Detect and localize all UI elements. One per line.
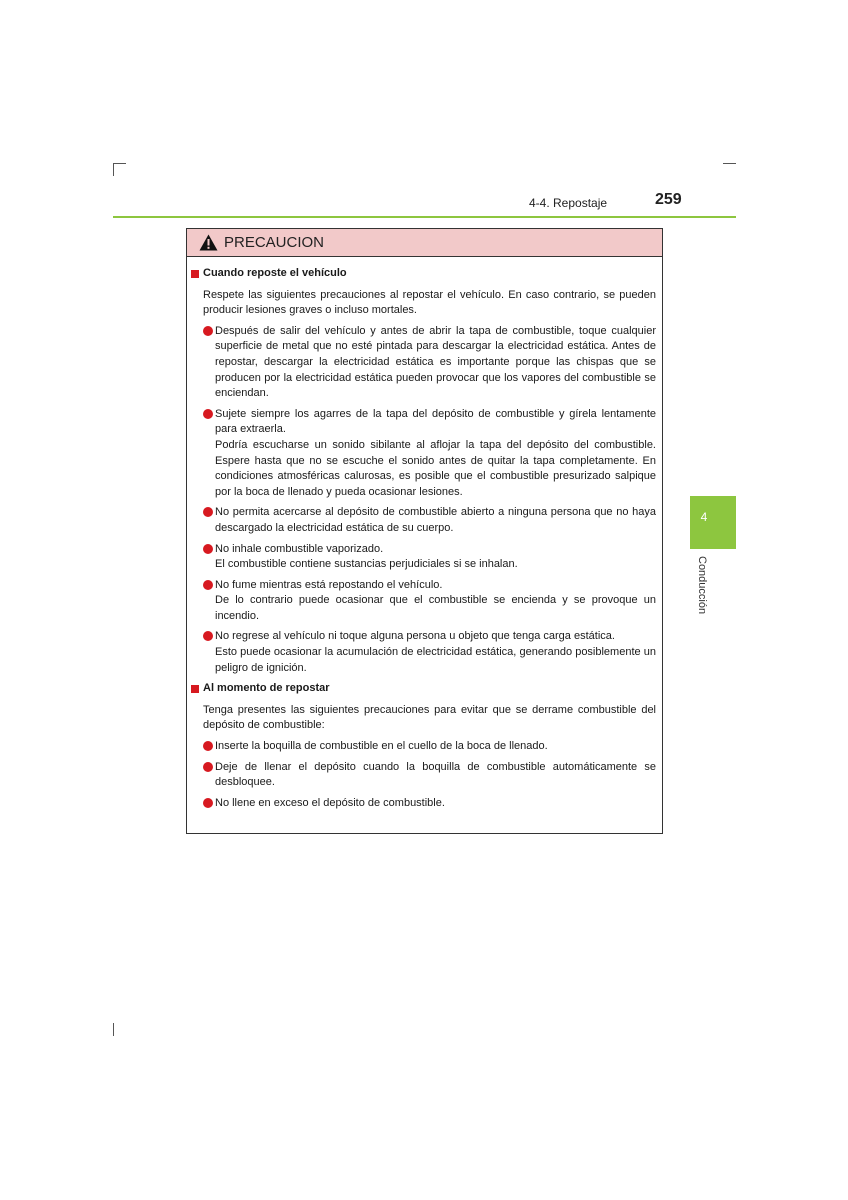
circle-bullet-icon: [203, 409, 213, 419]
crop-mark-bottom-left-v: [113, 1023, 114, 1036]
list-item-note: Esto puede ocasionar la acumulación de electricidad estática, generando posiblemente un peligro de ignición.: [215, 646, 656, 674]
caution-title: PRECAUCION: [224, 234, 325, 251]
list-item: [203, 739, 656, 755]
list-item-body: [215, 796, 656, 812]
list-item: [203, 505, 656, 536]
chapter-label: Conducción: [696, 556, 708, 615]
circle-bullet-icon: [203, 326, 213, 336]
section-heading: [191, 266, 656, 282]
warning-triangle-icon: [199, 234, 218, 251]
section-intro: Tenga presentes las siguientes precauciones para evitar que se derrame combustible del depósito de combustible:: [203, 703, 656, 732]
list-item-text: No inhale combustible vaporizado.: [215, 542, 384, 555]
list-item-text: Deje de llenar el depósito cuando la boquilla de combustible automáticamente se desbloquee.: [215, 760, 656, 789]
circle-bullet-icon: [203, 741, 213, 751]
chapter-number: 4: [700, 510, 708, 524]
section-heading: [191, 681, 656, 697]
section-heading-text: Al momento de repostar: [203, 682, 330, 695]
square-bullet-icon: [191, 685, 199, 693]
list-item-body: [215, 739, 656, 755]
list-item: [203, 629, 656, 676]
list-item-body: [215, 629, 656, 676]
circle-bullet-icon: [203, 762, 213, 772]
section-title: 4-4. Repostaje: [529, 196, 608, 210]
list-item: [203, 407, 656, 501]
list-item-body: [215, 542, 656, 573]
circle-bullet-icon: [203, 631, 213, 641]
crop-mark-top-left-v: [113, 163, 114, 176]
list-item-text: No fume mientras está repostando el vehículo.: [215, 578, 443, 591]
list-item: [203, 542, 656, 573]
list-item-text: No regrese al vehículo ni toque alguna persona u objeto que tenga carga estática.: [215, 630, 615, 643]
circle-bullet-icon: [203, 544, 213, 554]
crop-mark-top-right-h: [723, 163, 736, 164]
caution-header: [187, 229, 662, 257]
list-item-text: Inserte la boquilla de combustible en el cuello de la boca de llenado.: [215, 740, 548, 753]
circle-bullet-icon: [203, 798, 213, 808]
list-item-note: El combustible contiene sustancias perjudiciales si se inhalan.: [215, 558, 518, 571]
list-item-text: Después de salir del vehículo y antes de abrir la tapa de combustible, toque cualquier superficie de metal que no esté pintada para descargar la electricidad estática. Antes de repostar, descargar la electricidad estática es importante porque las chispas que se producen por la electricidad estática pueden provocar que los vapores del combustible se enciendan.: [215, 324, 656, 400]
header-rule: [113, 216, 736, 218]
list-item-text: Sujete siempre los agarres de la tapa del depósito de combustible y gírela lentamente para extraerla.: [215, 407, 656, 436]
list-item-body: [215, 505, 656, 536]
list-item: [203, 760, 656, 791]
list-item: [203, 324, 656, 402]
list-item-body: [215, 578, 656, 625]
list-item-note: De lo contrario puede ocasionar que el combustible se encienda y se provoque un incendio.: [215, 594, 656, 622]
circle-bullet-icon: [203, 580, 213, 590]
list-item-body: [215, 407, 656, 501]
caution-box: [186, 228, 663, 834]
list-item-body: [215, 324, 656, 402]
page-number: 259: [655, 191, 682, 208]
crop-mark-top-left-h: [113, 163, 126, 164]
list-item-body: [215, 760, 656, 791]
list-item-note: Podría escucharse un sonido sibilante al aflojar la tapa del depósito del combustible. Espere hasta que no se escuche el sonido antes de quitar la tapa completamente. En condiciones atmosféricas calurosas, es posible que el combustible presurizado salpique por la boca de llenado y pueda ocasionar lesiones.: [215, 438, 656, 498]
list-item-text: No llene en exceso el depósito de combustible.: [215, 796, 445, 809]
section-heading-text: Cuando reposte el vehículo: [203, 267, 347, 279]
caution-content: [187, 257, 662, 811]
list-item-text: No permita acercarse al depósito de combustible abierto a ninguna persona que no haya descargado la electricidad estática de su cuerpo.: [215, 506, 656, 534]
square-bullet-icon: [191, 270, 199, 278]
section-intro: Respete las siguientes precauciones al repostar el vehículo. En caso contrario, se pueden producir lesiones graves o incluso mortales.: [203, 288, 656, 317]
circle-bullet-icon: [203, 507, 213, 517]
chapter-tab: [690, 496, 736, 549]
list-item: [203, 578, 656, 625]
list-item: [203, 796, 656, 812]
